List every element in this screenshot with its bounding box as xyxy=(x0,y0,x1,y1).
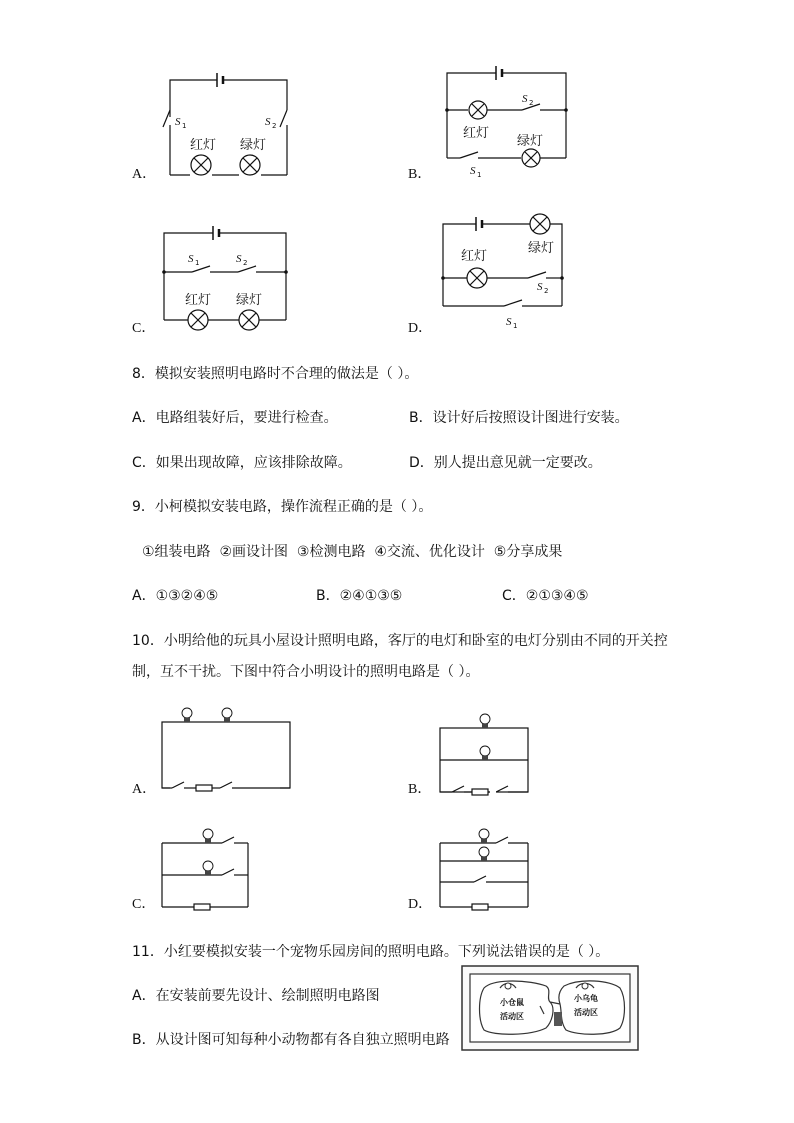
svg-text:1: 1 xyxy=(477,171,482,179)
q11-question: 11．小红要模拟安装一个宠物乐园房间的照明电路。下列说法错误的是（ ）。 xyxy=(132,944,610,960)
q8-option-d[interactable]: D．别人提出意见就一定要改。 xyxy=(409,455,602,471)
q8-question: 8．模拟安装照明电路时不合理的做法是（ ）。 xyxy=(132,366,419,382)
label-green-lamp: 绿灯 xyxy=(240,138,267,153)
q10-question-line1: 10．小明给他的玩具小屋设计照明电路，客厅的电灯和卧室的电灯分别由不同的开关控 xyxy=(132,633,668,649)
svg-text:小乌龟: 小乌龟 xyxy=(574,994,598,1003)
q7-circuit-d xyxy=(430,210,580,335)
q7-circuit-a xyxy=(150,65,310,185)
q11-option-a[interactable]: A．在安装前要先设计、绘制照明电路图 xyxy=(132,988,380,1004)
svg-text:1: 1 xyxy=(182,122,187,130)
q10-question-line2: 制，互不干扰。下图中符合小明设计的照明电路是（ ）。 xyxy=(132,664,480,680)
q7-circuit-b xyxy=(430,60,580,185)
label-red-lamp: 红灯 xyxy=(190,138,217,153)
svg-text:活动区: 活动区 xyxy=(574,1008,598,1017)
svg-text:1: 1 xyxy=(513,322,518,330)
q9-question: 9．小柯模拟安装电路，操作流程正确的是（ ）。 xyxy=(132,499,433,515)
q10-circuit-c xyxy=(150,820,260,915)
q7-circuit-c xyxy=(150,222,300,337)
svg-text:2: 2 xyxy=(544,287,549,295)
q10-circuit-d xyxy=(430,820,540,915)
svg-text:绿灯: 绿灯 xyxy=(517,134,544,149)
svg-text:红灯: 红灯 xyxy=(185,293,212,308)
q11-pet-room-image xyxy=(460,964,640,1052)
q9-option-c[interactable]: C．②①③④⑤ xyxy=(502,588,589,604)
label-s1: S xyxy=(175,116,181,128)
svg-text:绿灯: 绿灯 xyxy=(236,293,263,308)
svg-text:活动区: 活动区 xyxy=(500,1012,524,1021)
svg-text:红灯: 红灯 xyxy=(463,126,490,141)
q10-option-b[interactable]: B． xyxy=(408,782,432,797)
svg-text:绿灯: 绿灯 xyxy=(528,241,555,256)
q10-circuit-b xyxy=(430,705,540,800)
q9-steps: ①组装电路 ②画设计图 ③检测电路 ④交流、优化设计 ⑤分享成果 xyxy=(142,544,563,560)
q9-option-b[interactable]: B．②④①③⑤ xyxy=(316,588,403,604)
label-s2: S xyxy=(265,116,271,128)
svg-text:S: S xyxy=(188,253,194,265)
svg-text:S: S xyxy=(506,316,512,328)
q8-option-a[interactable]: A．电路组装好后，要进行检查。 xyxy=(132,410,338,426)
svg-text:小仓鼠: 小仓鼠 xyxy=(500,998,524,1007)
svg-text:1: 1 xyxy=(195,259,200,267)
svg-text:2: 2 xyxy=(529,99,534,107)
q8-option-b[interactable]: B．设计好后按照设计图进行安装。 xyxy=(409,410,629,426)
svg-text:S: S xyxy=(522,93,528,105)
q7-option-a[interactable]: A． xyxy=(132,167,157,182)
q10-option-c[interactable]: C． xyxy=(132,897,156,912)
q9-option-a[interactable]: A．①③②④⑤ xyxy=(132,588,219,604)
q11-option-b[interactable]: B．从设计图可知每种小动物都有各自独立照明电路 xyxy=(132,1032,450,1048)
q7-option-d[interactable]: D． xyxy=(408,321,433,336)
q10-option-d[interactable]: D． xyxy=(408,897,433,912)
svg-text:S: S xyxy=(470,165,476,177)
q8-option-c[interactable]: C．如果出现故障，应该排除故障。 xyxy=(132,455,352,471)
svg-text:红灯: 红灯 xyxy=(461,249,488,264)
svg-text:2: 2 xyxy=(272,122,277,130)
q7-option-b[interactable]: B． xyxy=(408,167,432,182)
svg-text:S: S xyxy=(236,253,242,265)
q10-option-a[interactable]: A． xyxy=(132,782,157,797)
svg-text:S: S xyxy=(537,281,543,293)
q10-circuit-a xyxy=(150,700,300,800)
q7-option-c[interactable]: C． xyxy=(132,321,156,336)
svg-text:2: 2 xyxy=(243,259,248,267)
